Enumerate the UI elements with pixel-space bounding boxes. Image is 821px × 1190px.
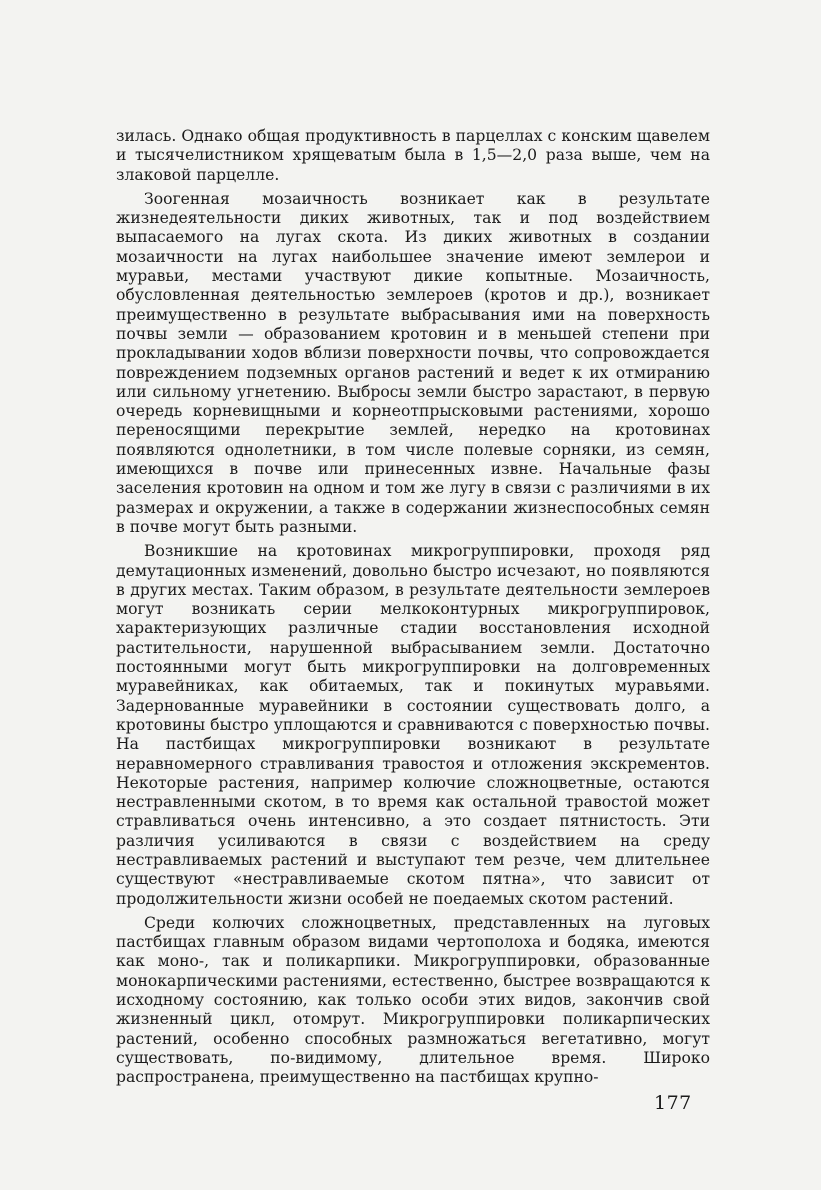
- page-text: [116, 127, 710, 1088]
- paragraph-continuation: зилась. Однако общая продуктивность в парцеллах с конским щавелем и тысячелистником хрящеватым была в 1,5—2,0 раза выше, чем на злаковой парцелле.: [116, 127, 710, 184]
- paragraph-microgroupings: Возникшие на кротовинах микрогруппировки, проходя ряд демутационных изменений, довольно быстро исчезают, но появляются в других местах. Таким образом, в результате деятельности землероев могут возникать серии мелкоконтурных микрогруппировок, характеризующих различные стадии восстановления исходной растительности, нарушенной выбрасыванием земли. Достаточно постоянными могут быть микрогруппировки на долговременных муравейниках, как обитаемых, так и покинутых муравьями. Задернованные муравейники в состоянии существовать долго, а кротовины быстро уплощаются и сравниваются с поверхностью почвы. На пастбищах микрогруппировки возникают в результате неравномерного стравливания травостоя и отложения экскрементов. Некоторые растения, например колючие сложноцветные, остаются нестравленными скотом, в то время как остальной травостой может стравливаться очень интенсивно, а это создает пятнистость. Эти различия усиливаются в связи с воздействием на среду нестравливаемых растений и выступают тем резче, чем длительнее существуют «нестравливаемые скотом пятна», что зависит от продолжительности жизни особей не поедаемых скотом растений.: [116, 542, 710, 908]
- page-number: 177: [654, 1092, 692, 1114]
- paragraph-zoogenic-mosaic: Зоогенная мозаичность возникает как в результате жизнедеятельности диких животных, так и под воздействием выпасаемого на лугах скота. Из диких животных в создании мозаичности на лугах наибольшее значение имеют землерои и муравьи, местами участвуют дикие копытные. Мозаичность, обусловленная деятельностью землероев (кротов и др.), возникает преимущественно в результате выбрасывания ими на поверхность почвы земли — образованием кротовин и в меньшей степени при прокладывании ходов вблизи поверхности почвы, что сопровождается повреждением подземных органов растений и ведет к их отмиранию или сильному угнетению. Выбросы земли быстро зарастают, в первую очередь корневищными и корнеотпрысковыми растениями, хорошо переносящими перекрытие землей, нередко на кротовинах появляются однолетники, в том числе полевые сорняки, из семян, имеющихся в почве или принесенных извне. Начальные фазы заселения кротовин на одном и том же лугу в связи с различиями в их размерах и окружении, а также в содержании жизнеспособных семян в почве могут быть разными.: [116, 189, 710, 536]
- paragraph-thistles: Среди колючих сложноцветных, представленных на луговых пастбищах главным образом видами чертополоха и бодяка, имеются как моно-, так и поликарпики. Микрогруппировки, образованные монокарпическими растениями, естественно, быстрее возвращаются к исходному состоянию, как только особи этих видов, закончив свой жизненный цикл, отомрут. Микрогруппировки поликарпических растений, особенно способных размножаться вегетативно, могут существовать, по-видимому, длительное время. Широко распространена, преимущественно на пастбищах крупно-: [116, 913, 710, 1087]
